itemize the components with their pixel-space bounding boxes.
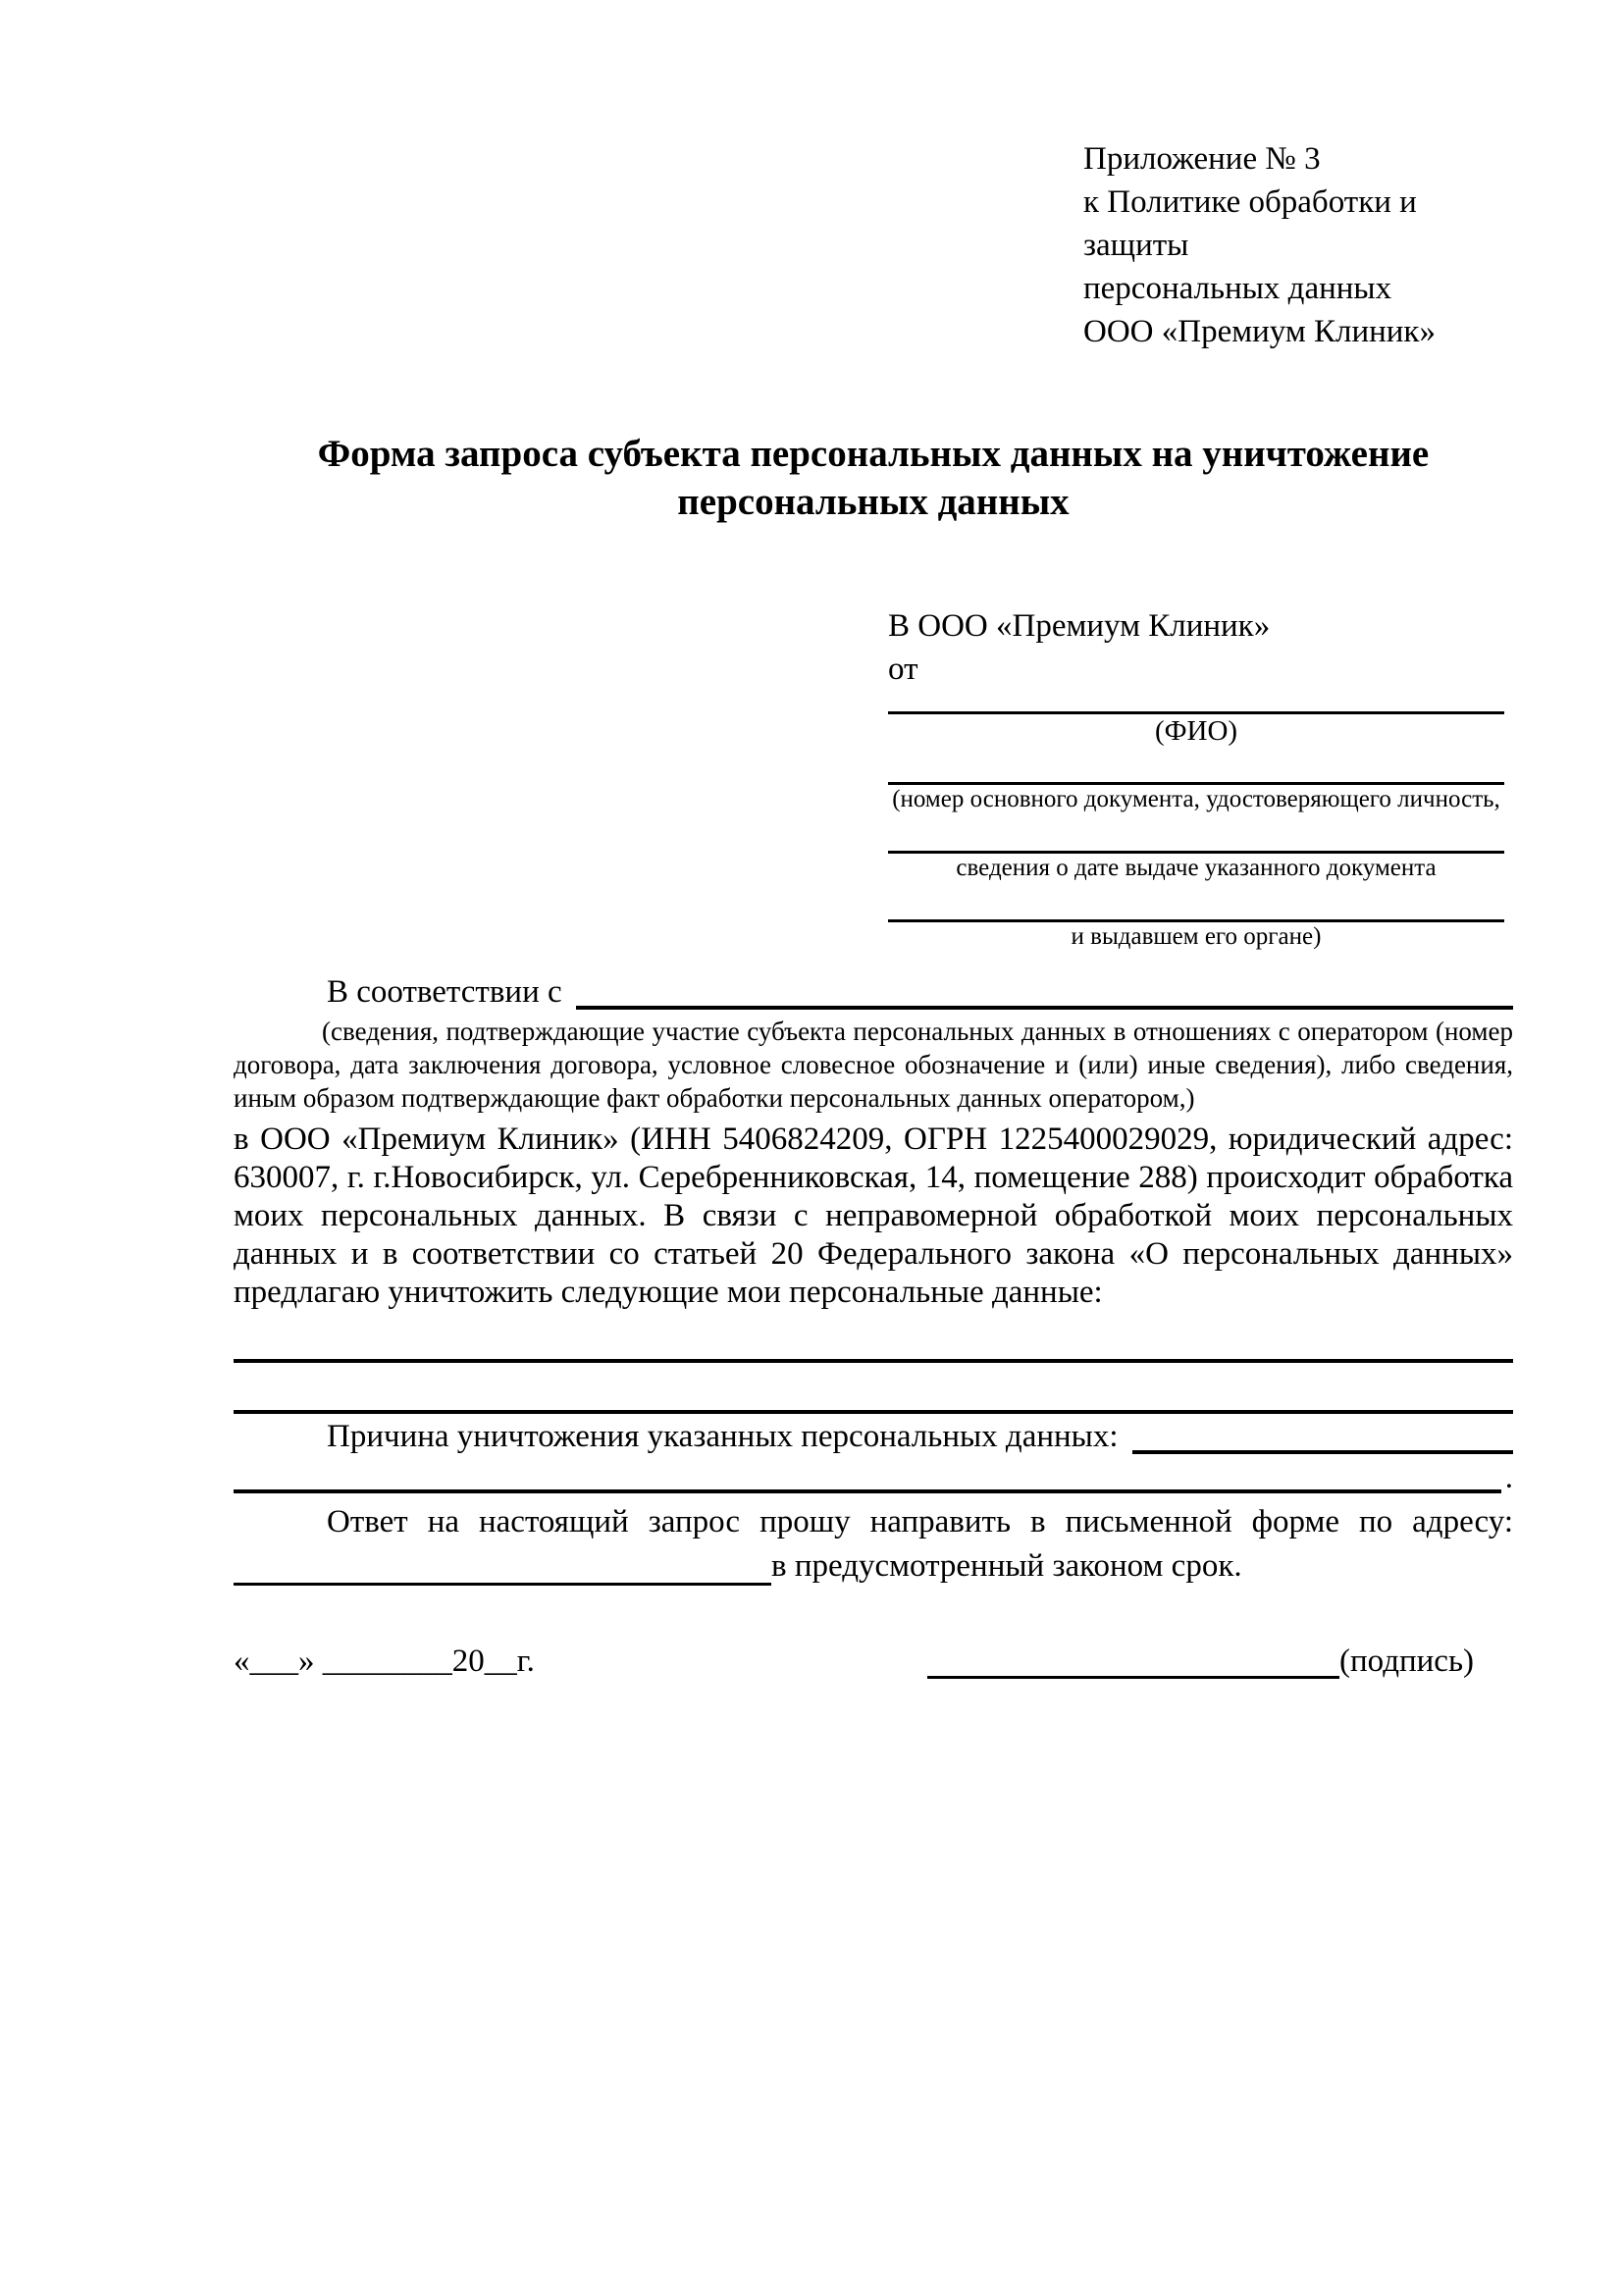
- annex-header: [1083, 137, 1513, 353]
- footer-row: [234, 1640, 1513, 1683]
- annex-header-line: Приложение № 3: [1083, 141, 1321, 177]
- annex-header-line: к Политике обработки и защиты: [1083, 184, 1417, 263]
- personal-data-blank-line: [234, 1312, 1513, 1363]
- signature-blank-line: [927, 1676, 1339, 1679]
- answer-line-1: Ответ на настоящий запрос прошу направить в письменной форме по адресу:: [327, 1504, 1513, 1539]
- issue-date-blank-line: [888, 814, 1504, 854]
- answer-line-2-suffix: в предусмотренный законом срок.: [771, 1548, 1242, 1584]
- document-body: [234, 971, 1513, 1589]
- reason-period: .: [1504, 1460, 1513, 1495]
- annex-header-line: ООО «Премиум Клиник»: [1083, 314, 1436, 349]
- reason-continuation-blank-line: [234, 1489, 1501, 1493]
- accordance-row: [234, 971, 1513, 1013]
- fio-caption: (ФИО): [1154, 715, 1238, 747]
- issuing-authority-caption: и выдавшем его органе): [1071, 923, 1322, 950]
- page-title-line-2: персональных данных: [677, 481, 1070, 523]
- fio-blank-line: [888, 691, 1504, 714]
- issuing-authority-blank-line: [888, 883, 1504, 922]
- reason-blank-line: [1132, 1450, 1513, 1454]
- page-title-line-1: Форма запроса субъекта персональных данных на уничтожение: [317, 433, 1430, 475]
- addressee-to: В ООО «Премиум Клиник»: [888, 608, 1271, 644]
- reason-row: [234, 1416, 1513, 1457]
- main-paragraph: в ООО «Премиум Клиник» (ИНН 5406824209, ОГРН 1225400029029, юридический адрес: 630007, г. г.Новосибирск, ул. Серебренниковская, 14, помещение 288) происходит обработка моих персональных данных. В связи с неправомерной обработкой моих персональных данных и в соответствии со статьей 20 Федерального закона «О персональных данных» предлагаю уничтожить следующие мои персональные данные:: [234, 1122, 1513, 1310]
- annex-header-line: персональных данных: [1083, 271, 1392, 306]
- answer-line-2: [234, 1544, 1513, 1589]
- document-number-caption: (номер основного документа, удостоверяющего личность,: [892, 786, 1500, 812]
- addressee-block: [888, 604, 1504, 952]
- document-number-blank-line: [888, 748, 1504, 785]
- reason-continuation-row: [234, 1457, 1513, 1496]
- accordance-blank-line: [576, 1006, 1513, 1010]
- accordance-prefix: В соответствии с: [327, 974, 562, 1010]
- issue-date-caption: сведения о дате выдаче указанного документа: [956, 855, 1437, 881]
- addressee-from-label: от: [888, 652, 918, 687]
- address-blank-line: [234, 1583, 771, 1586]
- personal-data-blank-line: [234, 1363, 1513, 1414]
- signature-area: [927, 1640, 1474, 1683]
- reason-label: Причина уничтожения указанных персональных данных:: [327, 1419, 1119, 1454]
- page-title: [234, 430, 1513, 526]
- accordance-note: (сведения, подтверждающие участие субъекта персональных данных в отношениях с оператором (номер договора, дата заключения договора, условное словесное обозначение и (или) иные сведения), либо сведения, иным образом подтверждающие факт обработки персональных данных оператором,): [234, 1017, 1513, 1113]
- date-placeholder: «___» ________20__г.: [234, 1644, 535, 1679]
- signature-caption: (подпись): [1339, 1644, 1474, 1679]
